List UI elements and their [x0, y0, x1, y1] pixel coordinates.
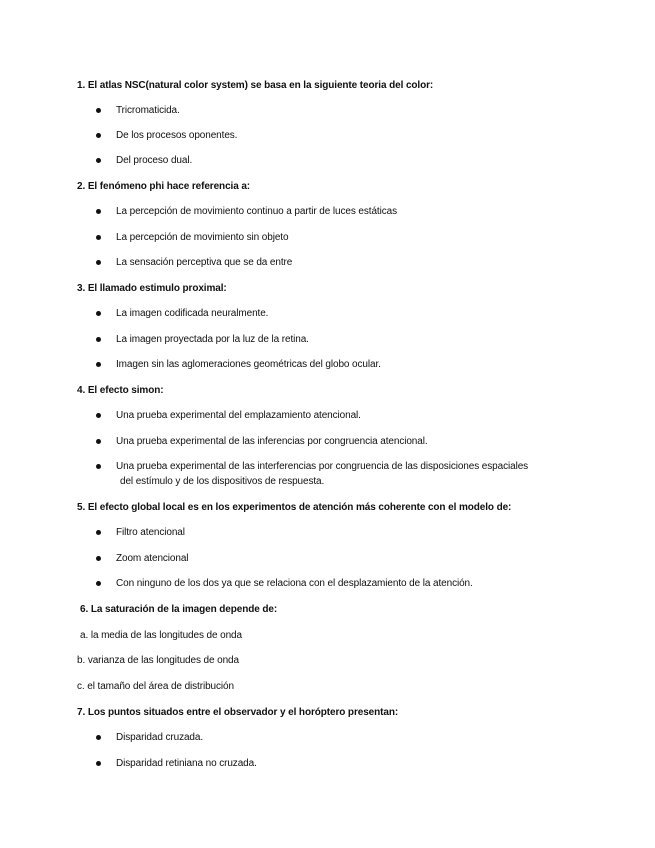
question-number: 7.	[77, 707, 86, 718]
bullet-icon	[96, 439, 101, 444]
option-text: La imagen proyectada por la luz de la retina.	[116, 334, 309, 345]
question-5-heading	[77, 502, 511, 514]
bullet-icon	[96, 311, 101, 316]
option-text: De los procesos oponentes.	[116, 130, 238, 141]
question-number: 1.	[77, 80, 86, 91]
lettered-option: a. la media de las longitudes de onda	[80, 630, 242, 641]
option-text: Zoom atencional	[116, 553, 189, 564]
question-text: El llamado estimulo proximal:	[87, 283, 227, 294]
option-text: Disparidad cruzada.	[116, 732, 204, 743]
option-text: La percepción de movimiento continuo a partir de luces estáticas	[116, 206, 397, 217]
option-text-continuation: del estímulo y de los dispositivos de respuesta.	[120, 476, 325, 487]
option-text: Una prueba experimental de las interferencias por congruencia de las disposiciones espaciales	[116, 461, 529, 472]
bullet-icon	[96, 108, 101, 113]
lettered-option: b. varianza de las longitudes de onda	[77, 655, 239, 666]
option-text: La percepción de movimiento sin objeto	[116, 232, 289, 243]
option-text: Con ninguno de los dos ya que se relaciona con el desplazamiento de la atención.	[116, 578, 473, 589]
option-text: Disparidad retiniana no cruzada.	[116, 758, 257, 769]
question-6-heading	[80, 604, 277, 616]
option-text: La imagen codificada neuralmente.	[116, 308, 269, 319]
bullet-icon	[96, 260, 101, 265]
bullet-icon	[96, 530, 101, 535]
question-number: 5.	[77, 502, 86, 513]
question-text: Los puntos situados entre el observador y el horóptero presentan:	[87, 707, 399, 718]
question-text: El efecto global local es en los experimentos de atención más coherente con el modelo de:	[87, 502, 512, 513]
bullet-icon	[96, 581, 101, 586]
option-text: Filtro atencional	[116, 527, 185, 538]
bullet-icon	[96, 209, 101, 214]
option-text: Una prueba experimental de las inferencias por congruencia atencional.	[116, 436, 428, 447]
question-number: 6.	[80, 604, 89, 615]
bullet-icon	[96, 464, 101, 469]
bullet-icon	[96, 133, 101, 138]
question-7-heading	[77, 707, 398, 719]
question-text: El atlas NSC(natural color system) se basa en la siguiente teoria del color:	[87, 80, 434, 91]
option-text: Una prueba experimental del emplazamiento atencional.	[116, 410, 361, 421]
bullet-icon	[96, 362, 101, 367]
question-number: 2.	[77, 181, 86, 192]
bullet-icon	[96, 158, 101, 163]
bullet-icon	[96, 735, 101, 740]
question-number: 4.	[77, 385, 86, 396]
option-text: La sensación perceptiva que se da entre	[116, 257, 293, 268]
question-text: El efecto simon:	[87, 385, 164, 396]
question-number: 3.	[77, 283, 86, 294]
question-1-heading	[77, 80, 433, 92]
option-text: Del proceso dual.	[116, 155, 193, 166]
bullet-icon	[96, 761, 101, 766]
bullet-icon	[96, 413, 101, 418]
lettered-option: c. el tamaño del área de distribución	[77, 681, 234, 692]
question-3-heading	[77, 283, 227, 295]
option-text: Tricromaticida.	[116, 105, 180, 116]
question-text: El fenómeno phi hace referencia a:	[87, 181, 251, 192]
bullet-icon	[96, 235, 101, 240]
question-4-heading	[77, 385, 163, 397]
bullet-icon	[96, 337, 101, 342]
question-text: La saturación de la imagen depende de:	[90, 604, 278, 615]
bullet-icon	[96, 556, 101, 561]
option-text: Imagen sin las aglomeraciones geométricas del globo ocular.	[116, 359, 381, 370]
question-2-heading	[77, 181, 250, 193]
